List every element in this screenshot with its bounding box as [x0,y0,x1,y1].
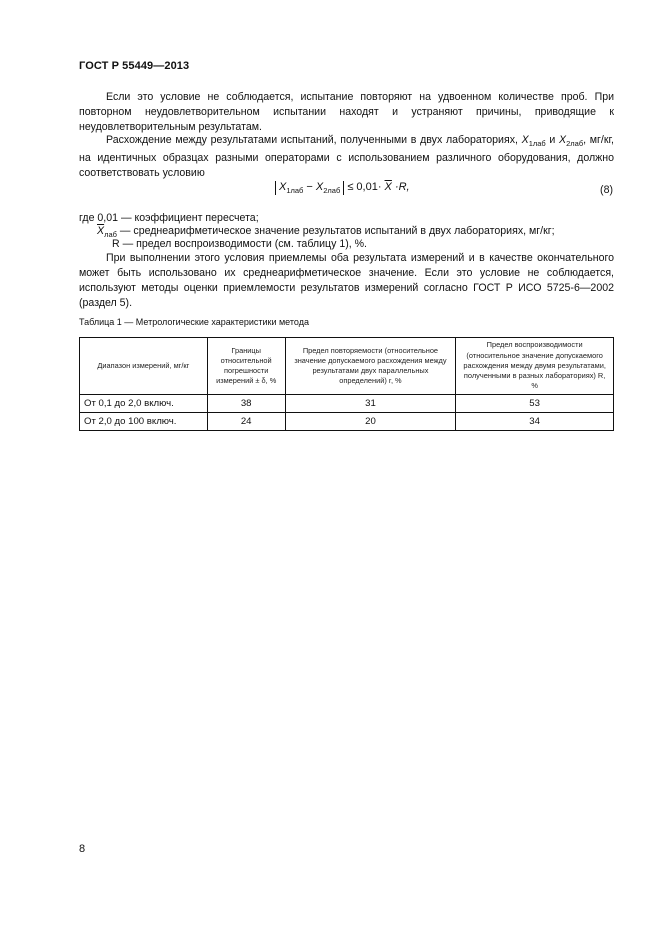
cell-reproducibility: 34 [456,413,614,431]
sub-1lab: 1лаб [528,139,546,148]
discrepancy-text-a: Расхождение между результатами испытаний, полученными в двух лабораториях, [106,134,522,146]
formula-minus: − [303,181,316,193]
table-row [80,413,614,431]
page-number: 8 [79,843,86,855]
cell-error: 24 [207,413,285,431]
cell-reproducibility: 53 [456,395,614,413]
mean-sub: лаб [104,230,117,239]
cell-range: От 0,1 до 2,0 включ. [80,395,208,413]
table-header-row [80,338,614,395]
formula-xbar: $\overline{X}$ [384,181,392,193]
var-x1: X [521,134,529,146]
abs-value [275,181,344,195]
discrepancy-text-c: , мг/кг, на идентичных образцах разными операторами с использованием различного оборудования, должно соответствовать условию [79,134,614,179]
formula-var2: X [315,181,324,193]
where-line-reproducibility: R — предел воспроизводимости (см. таблицу 1), %. [112,238,367,250]
cell-repeatability: 31 [285,395,456,413]
formula-rhs: ≤ 0,01· [344,181,385,193]
equation-number: (8) [600,184,613,196]
metrology-table [79,337,614,431]
mean-desc: — среднеарифметическое значение результатов испытаний в двух лабораториях, мг/кг; [116,225,555,237]
paragraph-discrepancy [79,133,614,181]
document-header: ГОСТ Р 55449—2013 [79,60,190,72]
cell-repeatability: 20 [285,413,456,431]
formula-8 [275,181,410,195]
formula-tail: ·R, [391,181,410,193]
formula-sub2: 2лаб [323,186,341,195]
header-error-limits: Границы относительной погрешности измерений ± δ, % [207,338,285,395]
formula-sub1: 1лаб [286,186,304,195]
sub-2lab: 2лаб [566,139,584,148]
paragraph-acceptance: При выполнении этого условия приемлемы оба результата измерений и в качестве окончательного может быть использовано их среднеарифметическое значение. Если это условие не соблюдается, используют методы оценки приемлемости результатов измерений согласно ГОСТ Р ИСО 5725-6—2002 (раздел 5). [79,252,614,309]
table-row [80,395,614,413]
var-x2: X [559,134,567,146]
header-reproducibility: Предел воспроизводимости (относительное значение допускаемого расхождения между двумя результатами, полученными в разных лабораториях) R, % [456,338,614,395]
header-range: Диапазон измерений, мг/кг [80,338,208,395]
cell-error: 38 [207,395,285,413]
where-line-mean [97,225,555,239]
header-repeatability: Предел повторяемости (относительное значение допускаемого расхождения между результатами двух параллельных определений) r, % [285,338,456,395]
paragraph-repeat-test: Если это условие не соблюдается, испытание повторяют на удвоенном количестве проб. При повторном неудовлетворительном испытании находят и устраняют причины, приводящие к неудовлетворительным результатам. [79,91,614,133]
table-caption: Таблица 1 — Метрологические характеристики метода [79,317,309,327]
formula-var1: X [279,181,287,193]
discrepancy-text-b: и [545,134,560,146]
where-line-coefficient: где 0,01 — коэффициент пересчета; [79,212,259,224]
mean-xbar: $\overline{X}$ [97,225,105,237]
cell-range: От 2,0 до 100 включ. [80,413,208,431]
